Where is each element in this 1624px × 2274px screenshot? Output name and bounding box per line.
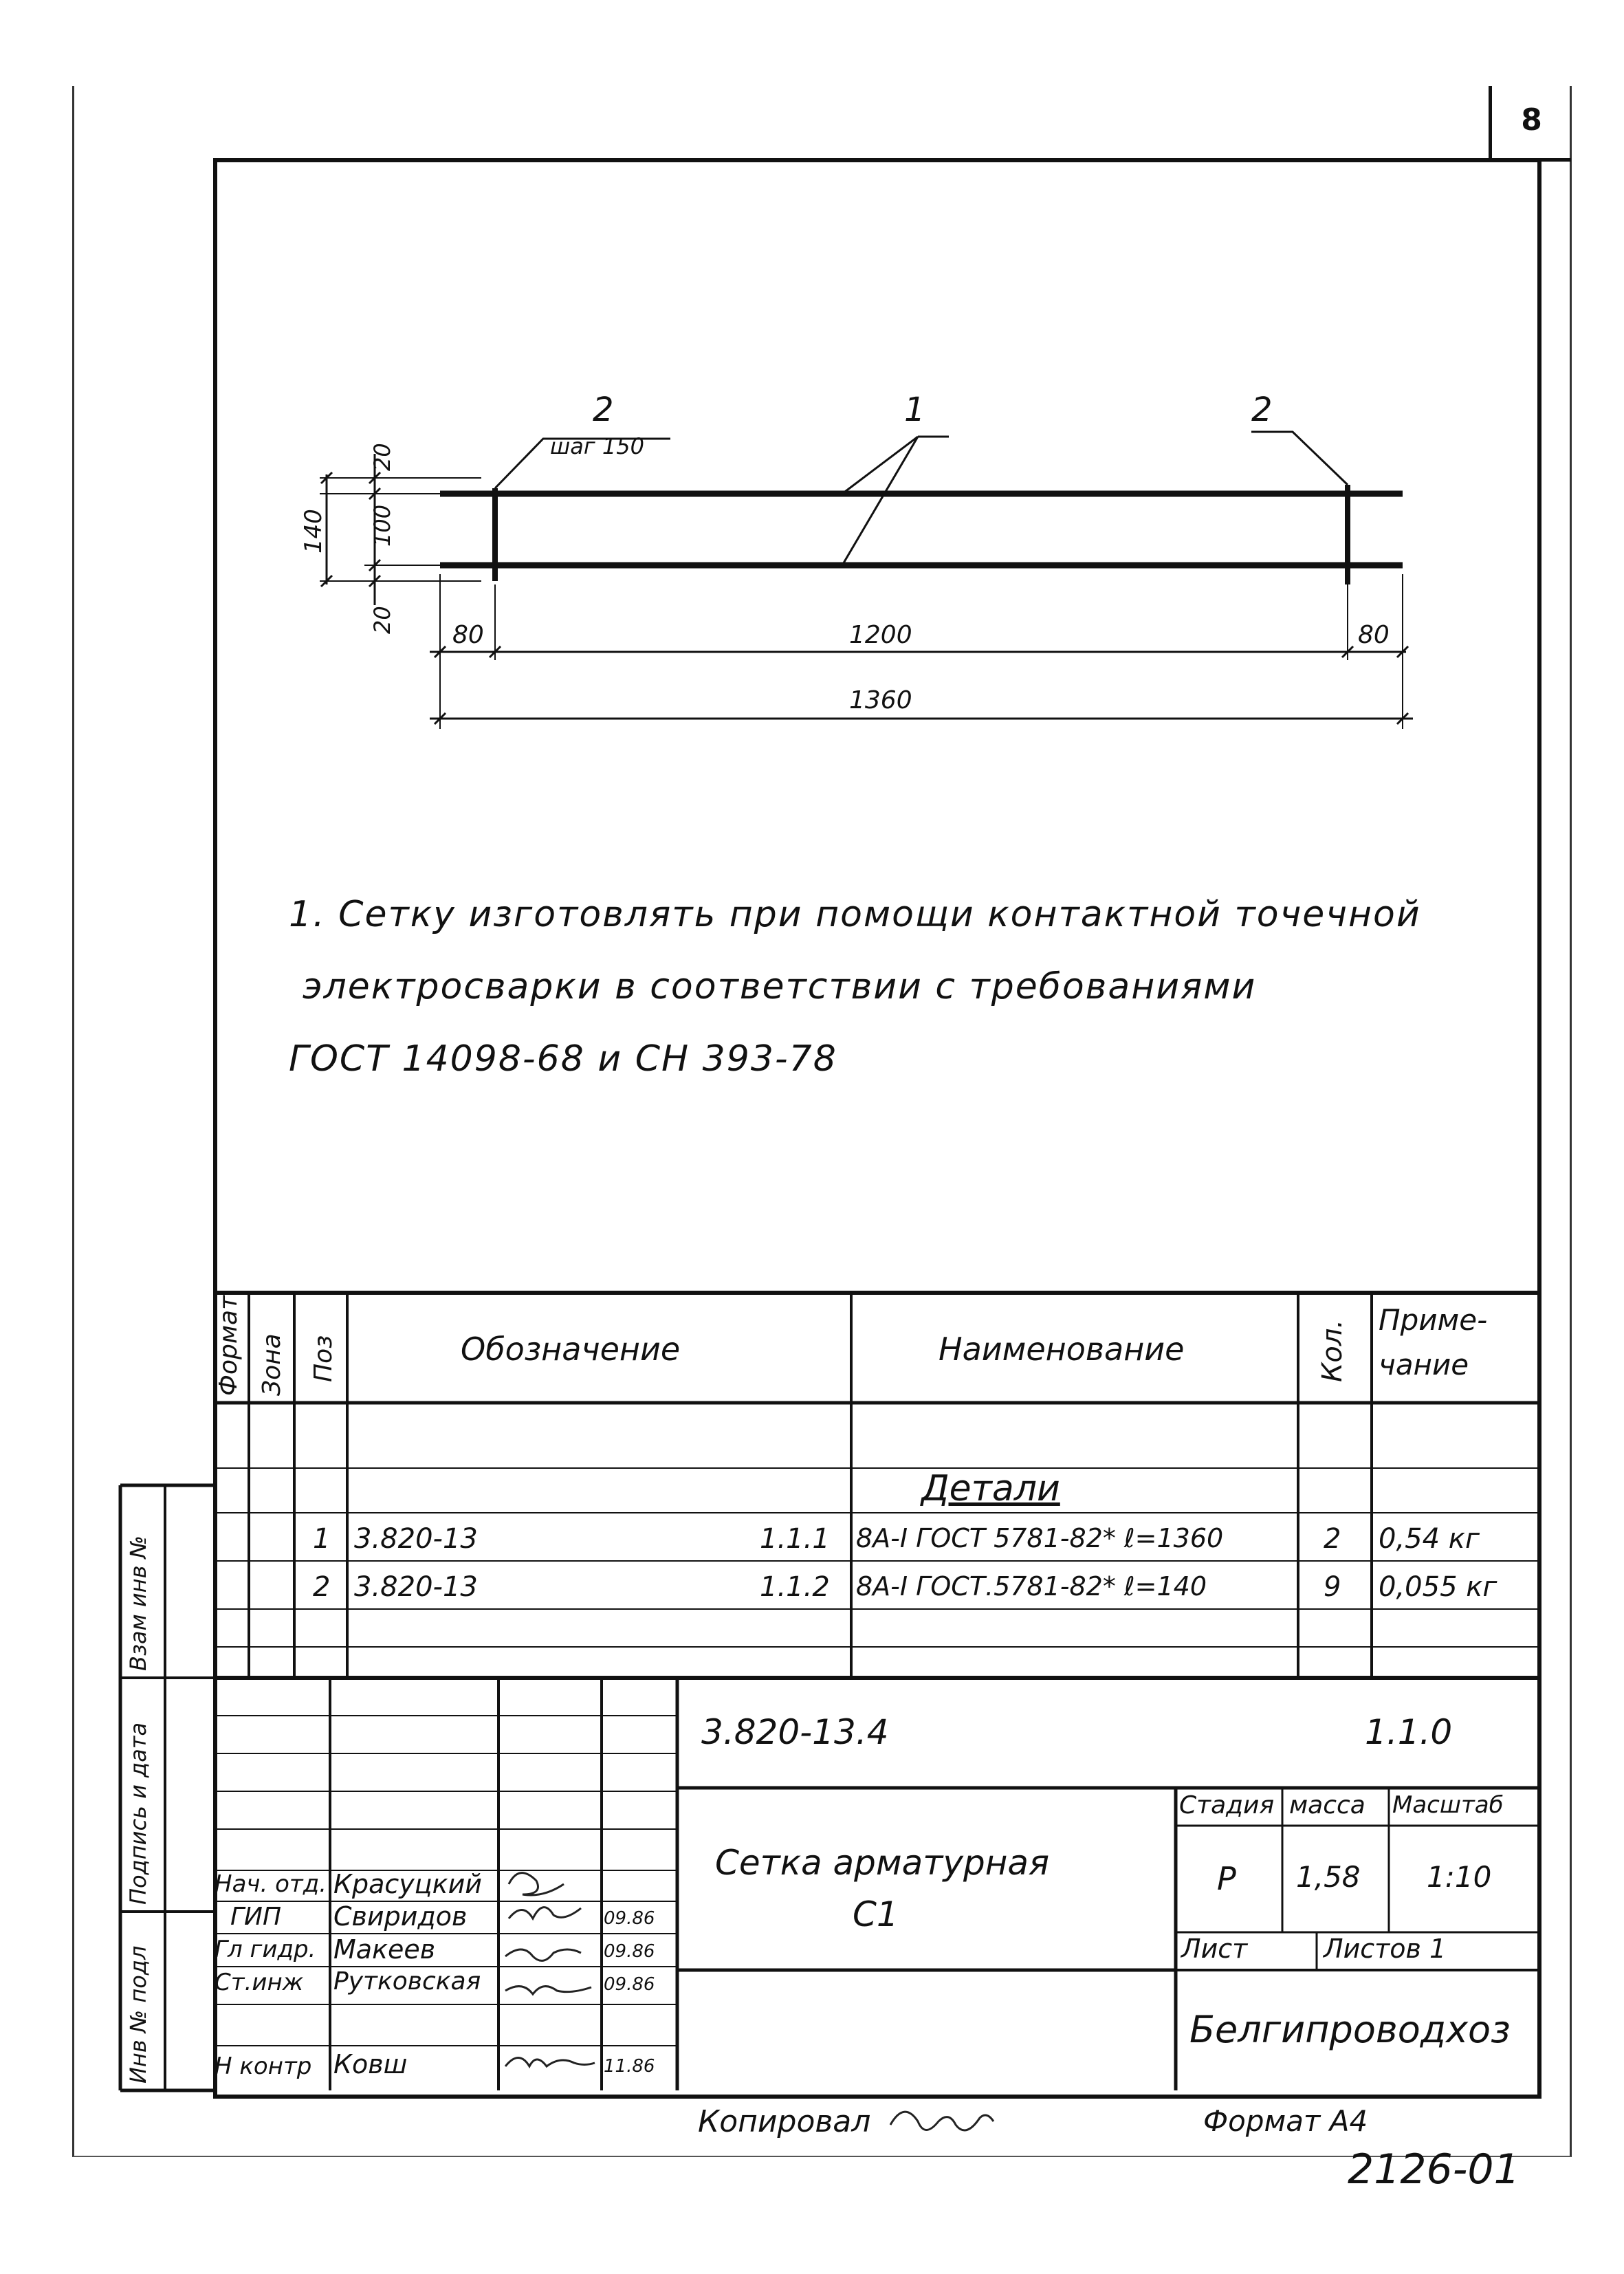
row-2-pos: 2 [313, 1571, 331, 1603]
side-label-inventory: Инв № подл [125, 1945, 151, 2084]
mass-value: 1,58 [1296, 1860, 1361, 1894]
dim-20-top: 20 [369, 443, 395, 471]
side-label-signature: Подпись и дата [125, 1722, 151, 1905]
stage-value: Р [1217, 1860, 1236, 1897]
person-name: Красуцкий [333, 1869, 482, 1899]
row-1-designation: 3.820-13 [354, 1523, 478, 1555]
header-pos: Поз [309, 1335, 338, 1382]
header-zone: Зона [258, 1333, 286, 1396]
dim-80-left: 80 [452, 621, 484, 649]
mass-label: масса [1289, 1791, 1365, 1819]
footer-format: Формат А4 [1203, 2104, 1368, 2138]
side-label-replacement: Взам инв № [125, 1535, 151, 1671]
copied-signature [884, 2097, 1000, 2145]
header-designation: Обозначение [461, 1331, 681, 1368]
person-name: Рутковская [333, 1967, 481, 1996]
dim-1360: 1360 [849, 686, 912, 714]
person-name: Ковш [333, 2049, 408, 2079]
label-pos-right: 2 [1251, 391, 1273, 429]
section-title: Детали [921, 1468, 1060, 1509]
label-pos-center: 1 [904, 391, 925, 429]
stage-label: Стадия [1179, 1791, 1275, 1819]
person-name: Свиридов [333, 1901, 468, 1932]
scale-label: Масштаб [1392, 1791, 1504, 1819]
person-date: 11.86 [604, 2056, 655, 2077]
person-date: 09.86 [604, 1974, 655, 1995]
header-format: Формат [215, 1295, 243, 1396]
row-2-name: 8A-I ГОСТ.5781-82* ℓ=140 [856, 1571, 1207, 1601]
sheets-label: Листов 1 [1324, 1934, 1447, 1964]
footer-copied: Копировал [698, 2104, 871, 2139]
dim-80-right: 80 [1358, 621, 1390, 649]
scale-value: 1:10 [1427, 1860, 1492, 1894]
row-2-designation: 3.820-13 [354, 1571, 478, 1603]
sheet-label: Лист [1181, 1934, 1248, 1964]
person-role: Н контр [215, 2053, 312, 2080]
row-2-note: 0,055 кг [1379, 1571, 1497, 1603]
note-line-3: ГОСТ 14098-68 и СН 393-78 [289, 1038, 837, 1080]
person-role: Ст.инж [215, 1969, 304, 1996]
label-step: шаг 150 [550, 433, 644, 459]
header-note-1: Приме- [1379, 1303, 1488, 1337]
person-role: ГИП [230, 1903, 282, 1931]
row-1-qty: 2 [1324, 1523, 1341, 1555]
signatures [498, 1860, 602, 2087]
dim-1200: 1200 [849, 621, 912, 649]
doc-sub: 1.1.0 [1365, 1712, 1453, 1752]
header-name: Наименование [939, 1331, 1185, 1368]
header-qty: Кол. [1317, 1319, 1348, 1382]
row-1-name: 8A-I ГОСТ 5781-82* ℓ=1360 [856, 1523, 1224, 1553]
person-date: 09.86 [604, 1941, 655, 1962]
doc-code: 3.820-13.4 [701, 1712, 889, 1752]
dim-100: 100 [369, 504, 395, 547]
note-line-2: электросварки в соответствии с требованиями [303, 966, 1257, 1007]
sheet-number: 8 [1489, 86, 1571, 162]
title-line-1: Сетка арматурная [715, 1843, 1050, 1883]
label-pos-left: 2 [593, 391, 614, 429]
footer-number: 2126-01 [1348, 2145, 1520, 2194]
person-date: 09.86 [604, 1908, 655, 1929]
title-line-2: С1 [853, 1894, 899, 1934]
person-role: Нач. отд. [215, 1870, 327, 1898]
row-1-pos: 1 [313, 1523, 331, 1555]
row-2-qty: 9 [1324, 1571, 1341, 1603]
header-note-2: чание [1379, 1348, 1469, 1381]
row-1-code: 1.1.1 [760, 1523, 830, 1555]
row-2-code: 1.1.2 [760, 1571, 830, 1603]
person-role: Гл гидр. [215, 1936, 316, 1963]
organization: Белгипроводхоз [1189, 2008, 1511, 2051]
dim-20-bottom: 20 [369, 606, 395, 634]
note-line-1: 1. Сетку изготовлять при помощи контактной точечной [289, 894, 1421, 935]
dim-140: 140 [300, 509, 327, 554]
person-name: Макеев [333, 1934, 436, 1965]
row-1-note: 0,54 кг [1379, 1523, 1480, 1555]
